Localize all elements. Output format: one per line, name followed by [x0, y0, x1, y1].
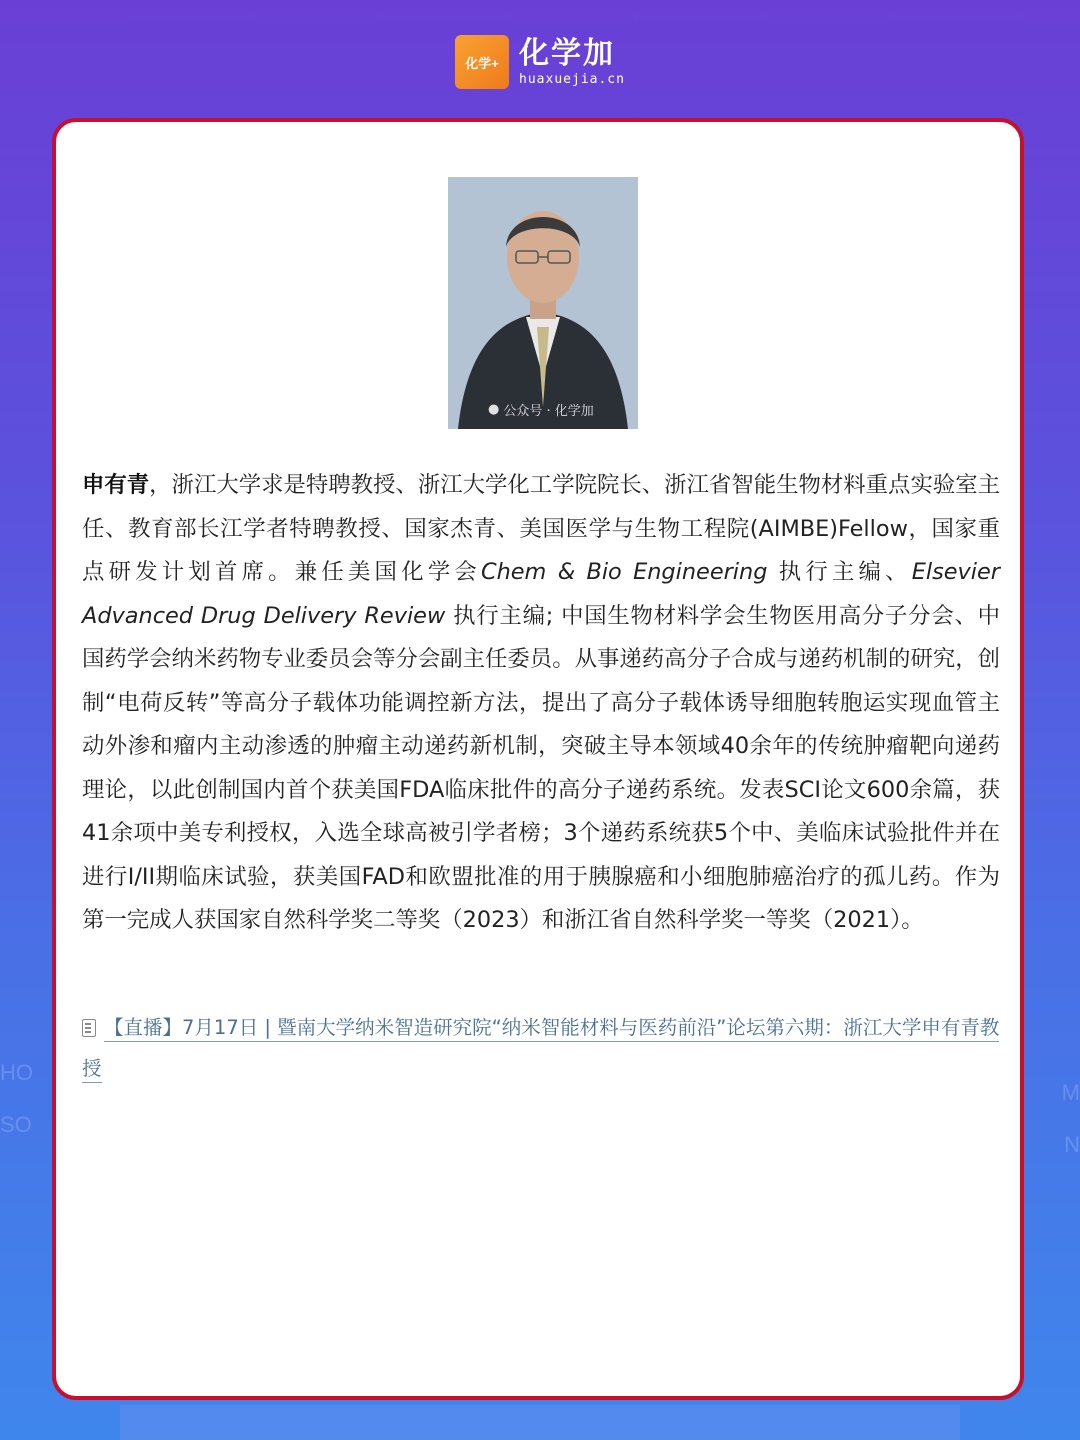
related-article-link-text[interactable]: 【直播】7月17日 | 暨南大学纳米智造研究院“纳米智能材料与医药前沿”论坛第六期：浙江大学申有青教授: [82, 1016, 999, 1083]
journal-name-2: Elsevier Advanced Drug Delivery Review: [82, 559, 1000, 629]
background-decoration-left: HO SO: [0, 1060, 33, 1137]
bio-paragraph: [82, 464, 1000, 943]
bio-text-3: 执行主编; 中国生物材料学会生物医用高分子分会、中国药学会纳米药物专业委员会等分会副主任委员。从事递药高分子合成与递药机制的研究，创制“电荷反转”等高分子载体功能调控新方法，提出了高分子载体诱导细胞转胞运实现血管主动外渗和瘤内主动渗透的肿瘤主动递药新机制，突破主导本领域40余年的传统肿瘤靶向递药理论，以此创制国内首个获美国FDA临床批件的高分子递药系统。发表SCI论文600余篇，获41余项中美专利授权，入选全球高被引学者榜；3个递药系统获5个中、美临床试验批件并在进行I/II期临床试验，获美国FAD和欧盟批准的用于胰腺癌和小细胞肺癌治疗的孤儿药。作为第一完成人获国家自然科学奖二等奖（2023）和浙江省自然科学奖一等奖（2021）。: [82, 602, 1001, 933]
wechat-icon: ●: [488, 402, 500, 417]
bio-text-1: ，浙江大学求是特聘教授、浙江大学化工学院院长、浙江省智能生物材料重点实验室主任、教育部长江学者特聘教授、国家杰青、美国医学与生物工程院(AIMBE)Fellow，国家重点研发计划首席。兼任美国化学会: [82, 472, 1001, 585]
watermark: [488, 400, 594, 419]
document-icon: [82, 1019, 96, 1037]
portrait-photo: [448, 177, 638, 429]
brand[interactable]: [519, 35, 625, 87]
background-decoration-right: M N: [1061, 1080, 1080, 1157]
brand-url: huaxuejia.cn: [519, 71, 625, 87]
journal-name-1: Chem & Bio Engineering: [480, 559, 768, 585]
article-card: [52, 118, 1024, 1400]
person-name: 申有青: [82, 472, 150, 498]
background-bottom-strip: [120, 1405, 960, 1440]
related-article-link[interactable]: [82, 1007, 1000, 1089]
watermark-text: 公众号 · 化学加: [503, 404, 594, 419]
brand-logo-icon[interactable]: [455, 35, 509, 89]
bio-text-2: 执行主编、: [767, 559, 912, 585]
brand-name: 化学加: [519, 35, 616, 71]
logo-badge-text: 化学+: [465, 55, 499, 71]
site-header: [0, 34, 1080, 90]
